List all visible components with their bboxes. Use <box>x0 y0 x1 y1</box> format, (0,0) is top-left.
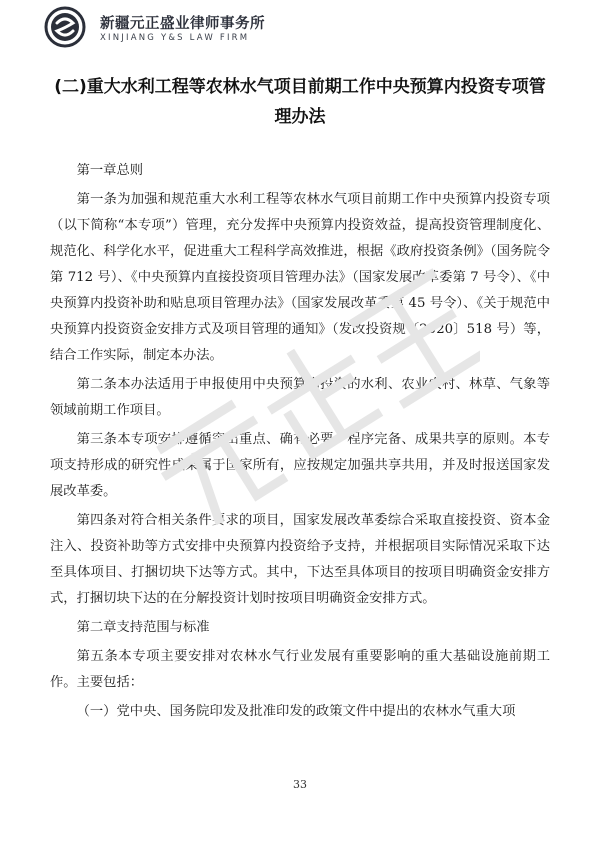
article-paragraph: 第一条为加强和规范重大水利工程等农林水气项目前期工作中央预算内投资专项（以下简称“本专项”）管理，充分发挥中央预算内投资效益，提高投资管理制度化、规范化、科学化水平，促进重大工程科学高效推进，根据《政府投资条例》（国务院令第 712 号）、《中央预算内直接投资项目管理办法》（国家发展改革委第 7 号令）、《中央预算内投资补助和贴息项目管理办法》（国家发展改革委第 45 号令）、《关于规范中央预算内投资资金安排方式及项目管理的通知》（发改投资规〔2020〕518 号）等，结合工作实际，制定本办法。 <box>50 192 550 363</box>
firm-name-cn: 新疆元正盛业律师事务所 <box>100 16 265 32</box>
firm-logo-icon <box>44 6 86 48</box>
page-number: 33 <box>293 778 307 791</box>
list-item: （一）党中央、国务院印发及批准印发的政策文件中提出的农林水气重大项 <box>76 704 516 719</box>
document-title: (二)重大水利工程等农林水气项目前期工作中央预算内投资专项管理办法 <box>54 77 546 127</box>
chapter-heading: 第二章支持范围与标准 <box>76 620 210 635</box>
article-paragraph: 第五条本专项主要安排对农林水气行业发展有重要影响的重大基础设施前期工作。主要包括： <box>50 649 550 690</box>
article-paragraph: 第三条本专项安排遵循突出重点、确有必要、程序完备、成果共享的原则。本专项支持形成的研究性成果属于国家所有，应按规定加强共享共用，并及时报送国家发展改革委。 <box>50 432 550 499</box>
letterhead <box>44 6 564 52</box>
article-paragraph: 第二条本办法适用于申报使用中央预算内投资的水利、农业农村、林草、气象等领域前期工作项目。 <box>50 377 550 418</box>
document-body <box>50 158 550 728</box>
article-paragraph: 第四条对符合相关条件要求的项目，国家发展改革委综合采取直接投资、资本金注入、投资补助等方式安排中央预算内投资给予支持，并根据项目实际情况采取下达至具体项目、打捆切块下达等方式。其中，下达至具体项目的按项目明确资金安排方式，打捆切块下达的在分解投资计划时按项目明确资金安排方式。 <box>50 513 550 606</box>
chapter-heading: 第一章总则 <box>76 163 144 178</box>
firm-name-en: XINJIANG Y&S LAW FIRM <box>100 33 250 43</box>
